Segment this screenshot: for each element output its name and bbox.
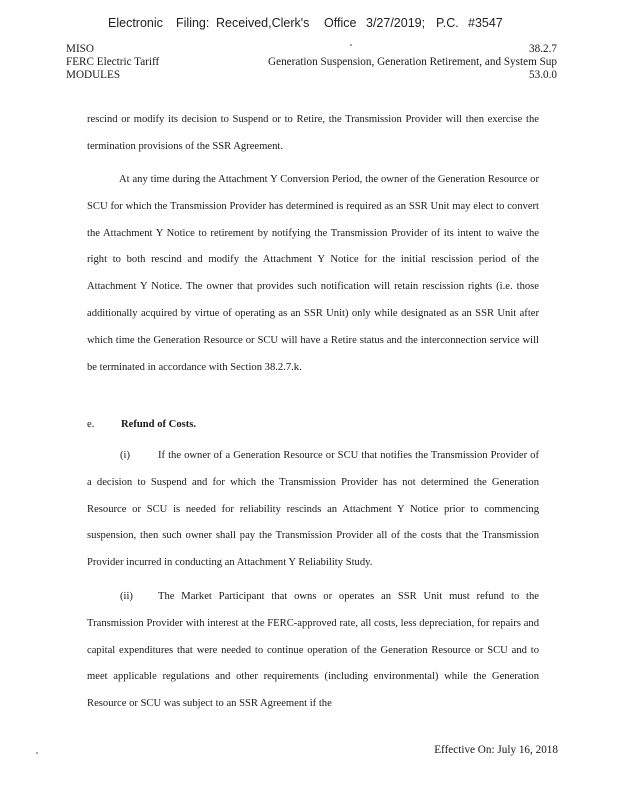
header-section-title: Generation Suspension, Generation Retirement, and System Sup: [268, 56, 557, 68]
banner-electronic: Electronic: [108, 16, 163, 30]
item-i-text: If the owner of a Generation Resource or SCU that notifies the Transmission Provider of a decision to Suspend and for which the Transmission Provider has not determined the Generation Resource or SCU is needed for reliability rescinds an Attachment Y Notice prior to commencing suspension, then such owner shall pay the Transmission Provider all of the costs that the Transmission Provider incurred in conducting an Attachment Y Reliability Study.: [87, 450, 539, 569]
paragraph-conversion-period: At any time during the Attachment Y Conversion Period, the owner of the Generation Resource or SCU for which the Transmission Provider has determined is required as an SSR Unit may elect to convert the Attachment Y Notice to retirement by notifying the Transmission Provider of its intent to waive the right to both rescind and modify the Attachment Y Notice for the initial rescission period of the Attachment Y Notice. The owner that provides such notification will retain rescission rights (i.e. those additionally acquired by virtue of operating as an SSR Unit) only while designated as an SSR Unit after which time the Generation Resource or SCU will have a Retire status and the interconnection service will be terminated in accordance with Section 38.2.7.k.: [87, 174, 539, 373]
header-tariff: FERC Electric Tariff: [66, 56, 160, 68]
banner-number: #3547: [468, 16, 503, 30]
scan-speck: [350, 44, 352, 46]
scan-speck: [36, 752, 38, 754]
item-ii-marker: (ii): [120, 591, 133, 602]
paragraph-refund-ii: [87, 584, 539, 718]
item-ii-text: The Market Participant that owns or operates an SSR Unit must refund to the Transmission Provider with interest at the FERC-approved rate, all costs, less depreciation, for repairs and capital expenditures that were needed to continue operation of the Generation Resource or SCU and to meet applicable regulations and other requirements (including environmental) while the Generation Resource or SCU was subject to an SSR Agreement if the: [87, 591, 539, 710]
banner-date: 3/27/2019;: [366, 16, 426, 30]
paragraph-refund-i: [87, 443, 539, 577]
item-i-marker: (i): [120, 450, 130, 461]
paragraph-rescind: rescind or modify its decision to Suspend or to Retire, the Transmission Provider will then exercise the termination provisions of the SSR Agreement.: [87, 114, 539, 152]
effective-date: Effective On: July 16, 2018: [434, 744, 558, 756]
banner-office: Office: [324, 16, 357, 30]
filing-stamp-banner: [0, 16, 618, 36]
banner-received: Received,Clerk's: [216, 16, 310, 30]
banner-filing: Filing:: [176, 16, 210, 30]
header-left: [66, 43, 159, 82]
banner-pc: P.C.: [436, 16, 459, 30]
header-modules: MODULES: [66, 69, 121, 81]
header-version: 53.0.0: [529, 69, 557, 81]
section-e-heading: [87, 412, 539, 439]
section-e-marker: e.: [87, 419, 95, 430]
header-right: [268, 43, 557, 82]
header-section-number: 38.2.7: [529, 43, 557, 55]
header-org: MISO: [66, 43, 94, 55]
section-e-title: Refund of Costs.: [121, 419, 197, 430]
